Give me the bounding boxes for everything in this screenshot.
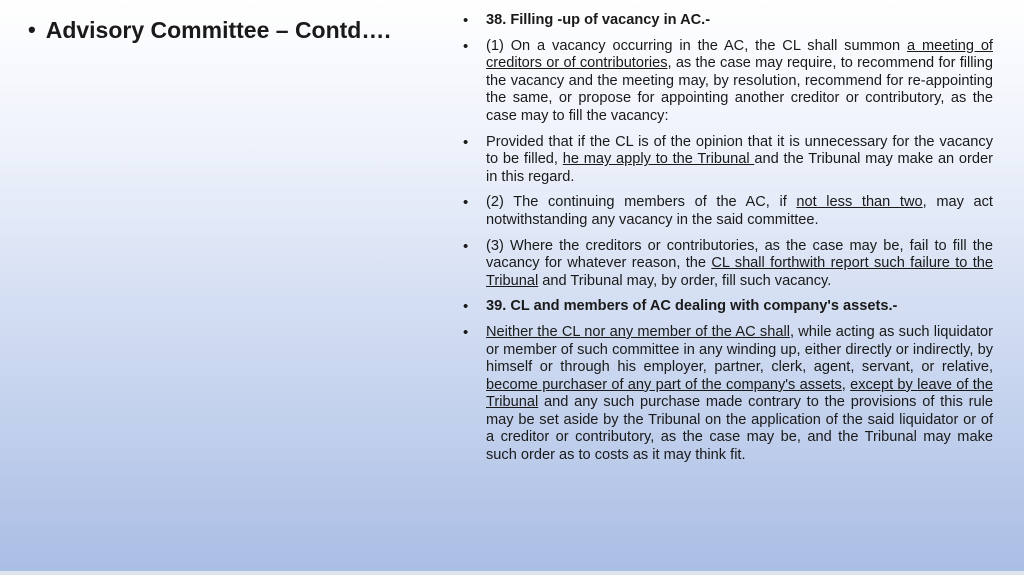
- list-item: [463, 298, 993, 316]
- bullet-icon: •: [463, 12, 469, 29]
- list-item: [463, 194, 993, 229]
- text-segment: , as the case may require, to recommend for filling the vacancy and the meeting may, by resolution, recommend for re-appointing the same, or propose for appointing another creditor or contributory, as the case may to fill the vacancy:: [486, 55, 993, 124]
- text-segment: ,: [841, 376, 851, 393]
- underlined-text: Neither the CL nor any member of the AC shall: [486, 323, 790, 340]
- list-item: [463, 134, 993, 187]
- list-item-text: [486, 12, 993, 30]
- list-item: [463, 38, 993, 126]
- text-segment: and the Tribunal may make an order in this regard.: [486, 151, 993, 185]
- underlined-text: not less than two: [796, 194, 923, 211]
- text-segment: and any such purchase made contrary to the provisions of this rule may be set aside by the Tribunal on the application of the said liquidator or of a creditor or contributory, as the case may be, and the Tribunal may make such order as to costs as it may think fit.: [486, 394, 993, 464]
- underlined-text: become purchaser of any part of the company's assets: [486, 376, 842, 393]
- text-segment: (1) On a vacancy occurring in the AC, the CL shall summon: [486, 37, 908, 54]
- list-item: [463, 12, 993, 30]
- list-item-text: [486, 134, 993, 187]
- slide-title: Advisory Committee – Contd….: [45, 17, 391, 43]
- underlined-text: CL shall forthwith report such failure to the Tribunal: [486, 255, 993, 289]
- list-item-text: [486, 194, 993, 229]
- bottom-divider: [0, 571, 1024, 575]
- bullet-list: [463, 12, 993, 473]
- text-segment: 38. Filling -up of vacancy in AC.-: [486, 12, 711, 28]
- slide-title-block: [28, 14, 428, 46]
- text-segment: and Tribunal may, by order, fill such vacancy.: [538, 272, 832, 289]
- bullet-icon: •: [463, 37, 469, 55]
- bullet-icon: •: [463, 323, 469, 341]
- list-item-text: [486, 38, 993, 126]
- bullet-icon: •: [28, 17, 36, 42]
- list-item-text: [486, 324, 993, 465]
- text-segment: 39. CL and members of AC dealing with company's assets.-: [486, 298, 898, 315]
- text-segment: Provided that if the CL is of the opinion that it is unnecessary for the vacancy to be filled,: [486, 133, 993, 168]
- underlined-text: he may apply to the Tribunal: [562, 151, 755, 168]
- bullet-icon: •: [463, 194, 469, 212]
- text-segment: (3) Where the creditors or contributories, as the case may be, fail to fill the vacancy for whatever reason, the: [486, 237, 993, 272]
- bullet-icon: •: [463, 133, 469, 151]
- underlined-text: except by leave of the Tribunal: [486, 376, 993, 411]
- text-segment: , may act notwithstanding any vacancy in the said committee.: [486, 194, 993, 228]
- list-item: [463, 238, 993, 291]
- bullet-icon: •: [463, 237, 469, 255]
- underlined-text: a meeting of creditors or of contributories: [486, 37, 993, 72]
- list-item-text: [486, 298, 993, 316]
- text-segment: , while acting as such liquidator or member of such committee in any winding up, either directly or indirectly, by himself or through his employer, partner, clerk, agent, servant, or relative,: [486, 323, 993, 376]
- list-item-text: [486, 238, 993, 291]
- bullet-icon: •: [463, 298, 469, 316]
- text-segment: (2) The continuing members of the AC, if: [486, 194, 797, 211]
- list-item: [463, 324, 993, 465]
